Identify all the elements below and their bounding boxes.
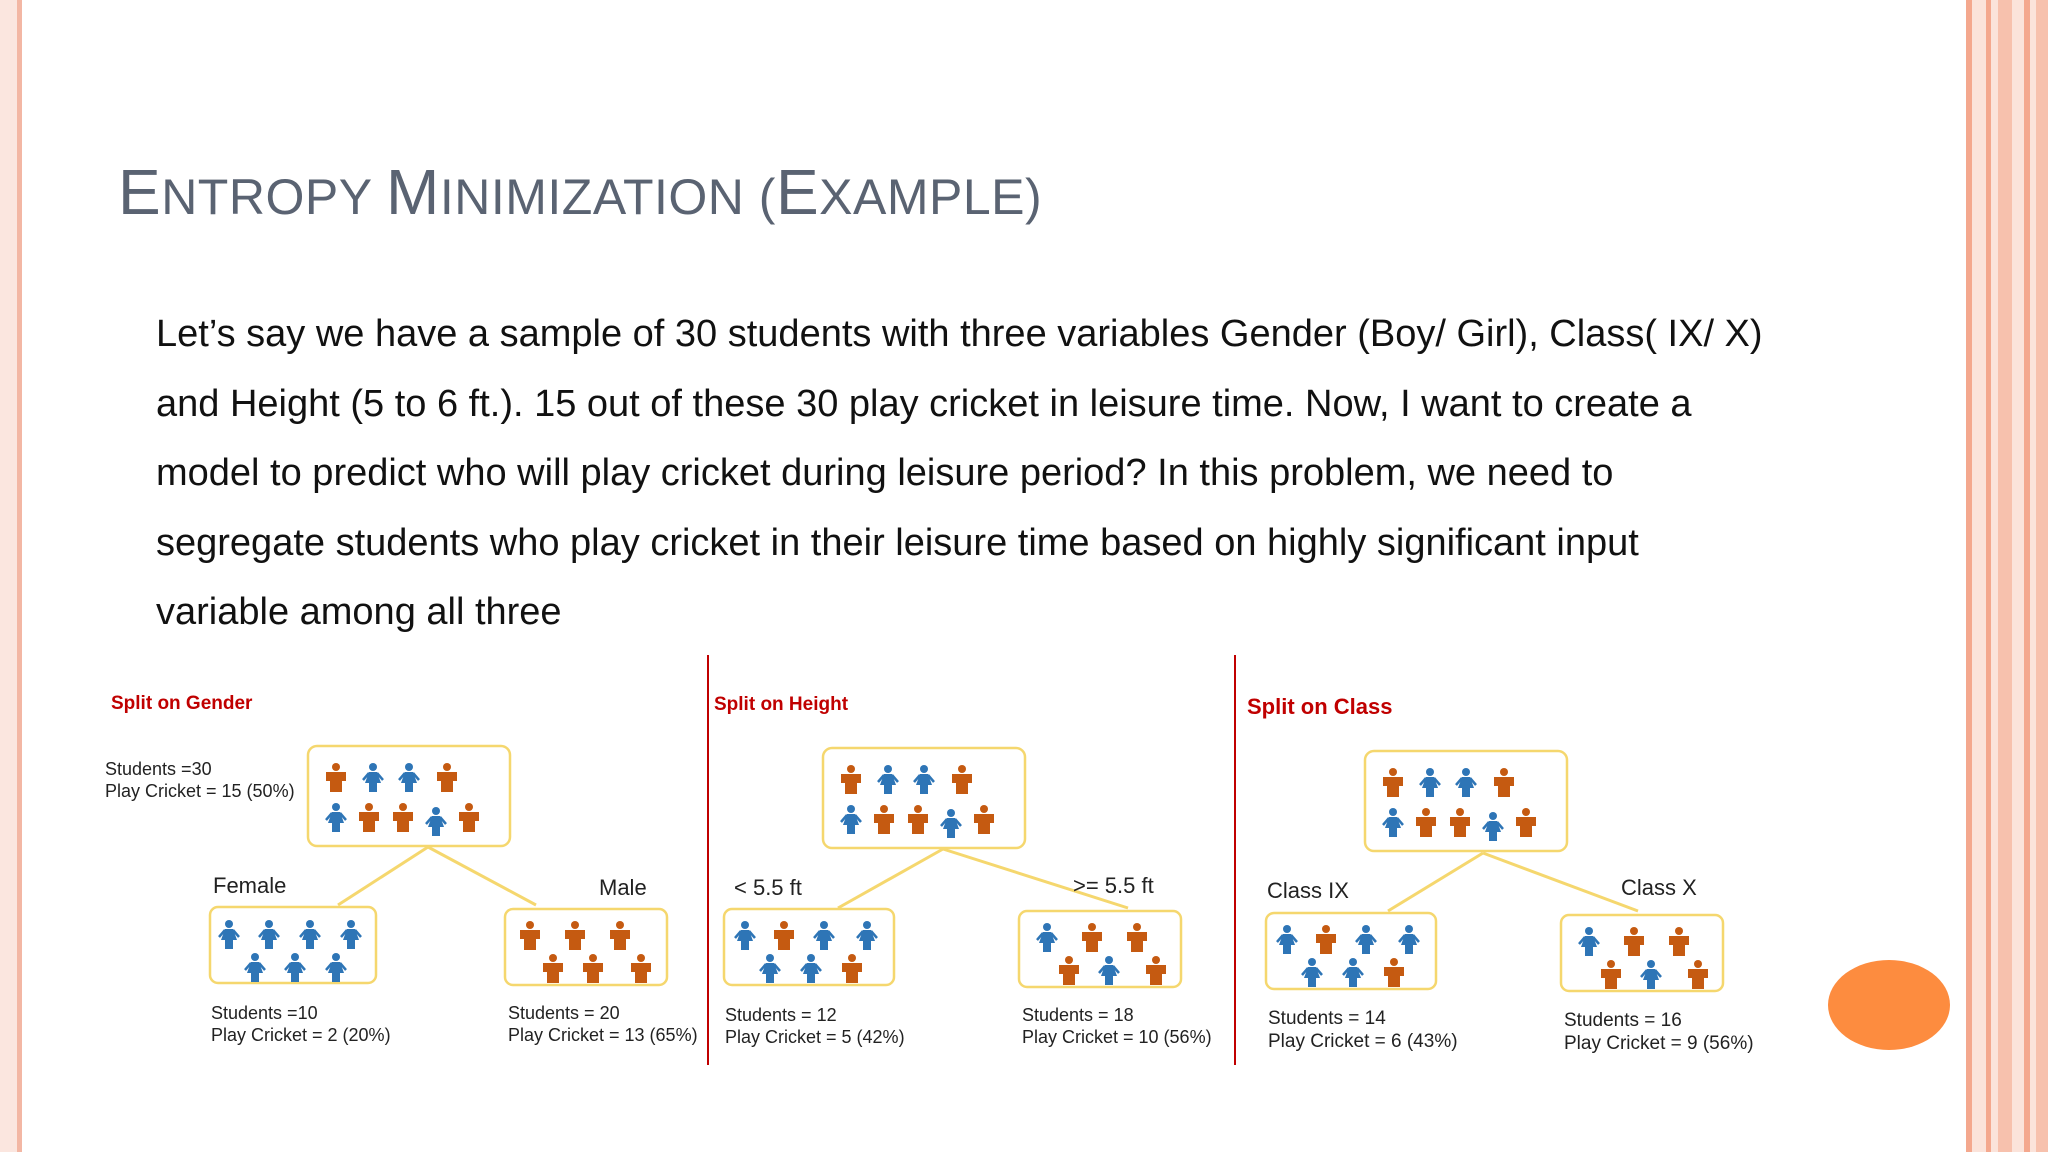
title-part: INIMIZATION ( (439, 169, 776, 225)
right-child-play-cricket: Play Cricket = 13 (65%) (508, 1025, 698, 1045)
panel-title: Split on Height (714, 694, 849, 715)
panel-height (714, 694, 1212, 1047)
tree-edge (428, 847, 536, 905)
tree-edge (1388, 853, 1483, 911)
title-part: E (118, 156, 162, 228)
right-child-students: Students = 18 (1022, 1005, 1134, 1025)
left-border (0, 0, 22, 1152)
right-decoration (1966, 0, 2048, 1152)
right-branch-label: Male (599, 875, 647, 900)
right-child-students: Students = 16 (1564, 1010, 1682, 1031)
left-branch-label: < 5.5 ft (734, 875, 802, 900)
panel-gender (105, 693, 698, 1045)
decision-tree-figure (88, 650, 1788, 1070)
decision-tree-svg (88, 650, 1788, 1070)
panel-class (1247, 694, 1754, 1054)
left-child-students: Students = 12 (725, 1005, 837, 1025)
left-child-students: Students =10 (211, 1003, 318, 1023)
left-child-students: Students = 14 (1268, 1008, 1386, 1029)
right-child-students: Students = 20 (508, 1003, 620, 1023)
title-part: XAMPLE) (819, 169, 1043, 225)
root-students: Students =30 (105, 759, 212, 779)
tree-edge (1483, 853, 1638, 911)
title-part: NTROPY (161, 169, 387, 225)
right-child-play-cricket: Play Cricket = 9 (56%) (1564, 1033, 1754, 1054)
tree-edge (838, 849, 943, 908)
right-branch-label: >= 5.5 ft (1073, 873, 1154, 898)
slide-title (118, 155, 1042, 229)
left-child-play-cricket: Play Cricket = 5 (42%) (725, 1027, 905, 1047)
left-child-play-cricket: Play Cricket = 2 (20%) (211, 1025, 391, 1045)
right-branch-label: Class X (1621, 875, 1697, 900)
title-part: E (775, 156, 820, 228)
left-child-play-cricket: Play Cricket = 6 (43%) (1268, 1031, 1458, 1052)
panel-title: Split on Gender (111, 693, 253, 714)
left-branch-label: Female (213, 873, 287, 898)
accent-circle (1828, 960, 1950, 1050)
left-branch-label: Class IX (1267, 878, 1349, 903)
right-child-play-cricket: Play Cricket = 10 (56%) (1022, 1027, 1212, 1047)
slide-body-text: Let’s say we have a sample of 30 students with three variables Gender (Boy/ Girl), Class( IX/ X) and Height (5 to 6 ft.). 15 out of these 30 play cricket in leisure time. Now, I want to create a model to predict who will play cricket during leisure period? In this problem, we need to segregate students who play cricket in their leisure time based on highly significant input variable among all three (156, 313, 1763, 633)
panel-title: Split on Class (1247, 694, 1393, 719)
tree-edge (338, 847, 428, 905)
title-part: M (386, 156, 440, 228)
root-play-cricket: Play Cricket = 15 (50%) (105, 781, 295, 801)
